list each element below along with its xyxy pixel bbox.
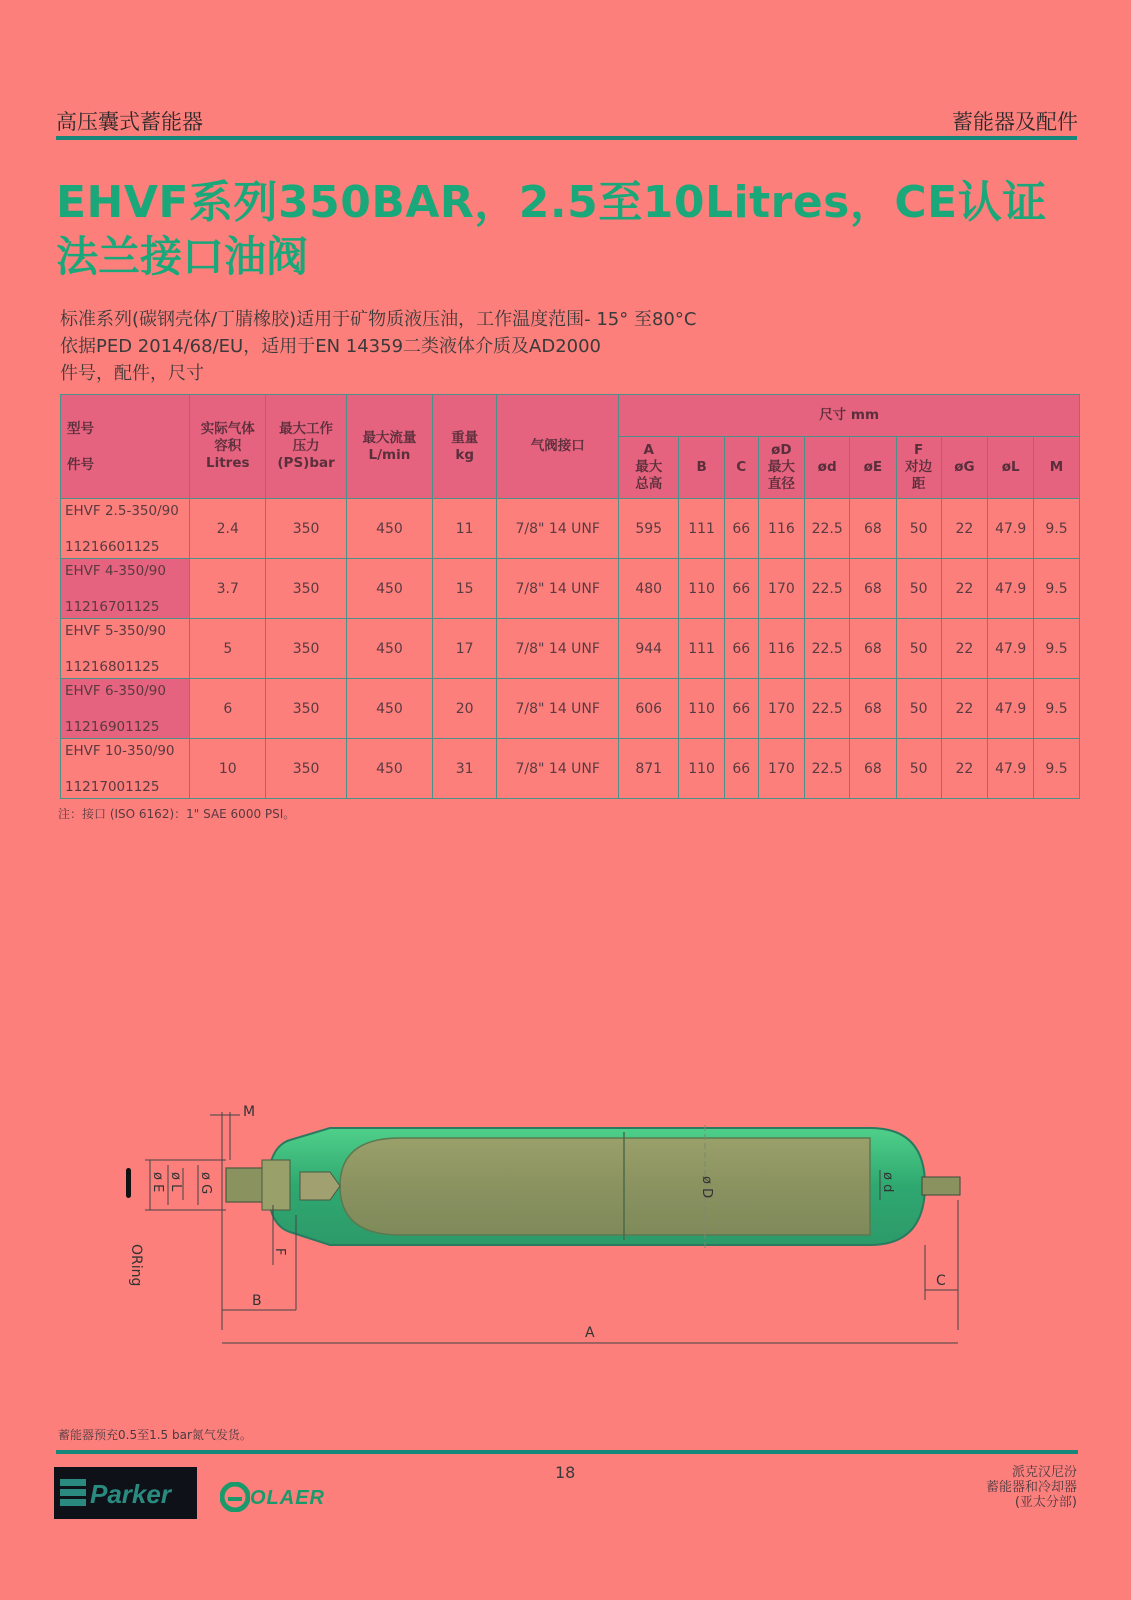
header-text: 直径 bbox=[767, 476, 795, 492]
header-dim-d-max bbox=[758, 437, 805, 499]
parker-logo-text: Parker bbox=[90, 1479, 171, 1509]
part-number: 11216701125 bbox=[65, 599, 160, 615]
logo-stripe bbox=[60, 1479, 86, 1486]
dimension-cell: 50 bbox=[896, 499, 941, 559]
header-volume bbox=[190, 395, 266, 499]
header-dim-c: C bbox=[724, 437, 758, 499]
header-text: 对边 bbox=[905, 459, 933, 475]
valve-cell: 7/8" 14 UNF bbox=[497, 619, 619, 679]
dimension-cell: 47.9 bbox=[988, 499, 1034, 559]
header-dim-a bbox=[619, 437, 679, 499]
dimension-cell: 68 bbox=[850, 499, 897, 559]
model-cell bbox=[61, 679, 190, 739]
header-pressure bbox=[266, 395, 346, 499]
dimension-cell: 116 bbox=[758, 619, 805, 679]
flow-cell: 450 bbox=[346, 499, 432, 559]
dimension-cell: 170 bbox=[758, 679, 805, 739]
footer-divider bbox=[56, 1450, 1078, 1454]
header-dim-l: øL bbox=[988, 437, 1034, 499]
dimension-cell: 66 bbox=[724, 619, 758, 679]
intro-line: 依据PED 2014/68/EU，适用于EN 14359二类液体介质及AD2000 bbox=[60, 336, 602, 357]
header-text: 距 bbox=[911, 476, 926, 492]
dimension-cell: 47.9 bbox=[988, 559, 1034, 619]
dimension-cell: 22.5 bbox=[805, 559, 850, 619]
valve-cell: 7/8" 14 UNF bbox=[497, 499, 619, 559]
table-row bbox=[61, 499, 1080, 559]
dimension-cell: 22.5 bbox=[805, 499, 850, 559]
dimension-cell: 606 bbox=[619, 679, 679, 739]
pressure-cell: 350 bbox=[266, 559, 346, 619]
dimension-cell: 22 bbox=[941, 499, 988, 559]
dimension-cell: 480 bbox=[619, 559, 679, 619]
flow-cell: 450 bbox=[346, 739, 432, 799]
model-cell bbox=[61, 499, 190, 559]
oring-symbol bbox=[126, 1168, 131, 1198]
header-text: A bbox=[643, 442, 654, 458]
dim-label-d: ø D bbox=[699, 1176, 714, 1199]
header-text: Litres bbox=[206, 455, 250, 471]
table-row bbox=[61, 559, 1080, 619]
table-row bbox=[61, 739, 1080, 799]
dim-label-c: C bbox=[936, 1273, 946, 1289]
dim-label-l: ø L bbox=[168, 1172, 183, 1192]
dimension-cell: 22.5 bbox=[805, 619, 850, 679]
intro-line: 标准系列(碳钢壳体/丁腈橡胶)适用于矿物质液压油，工作温度范围- 15° 至80°C bbox=[60, 309, 697, 330]
header-text: 总高 bbox=[635, 476, 663, 492]
weight-cell: 17 bbox=[433, 619, 497, 679]
dimension-cell: 9.5 bbox=[1034, 559, 1080, 619]
dimension-cell: 170 bbox=[758, 559, 805, 619]
pressure-cell: 350 bbox=[266, 739, 346, 799]
valve-cell: 7/8" 14 UNF bbox=[497, 559, 619, 619]
dimension-cell: 22 bbox=[941, 559, 988, 619]
header-text: 最大 bbox=[635, 459, 663, 475]
dimension-cell: 47.9 bbox=[988, 619, 1034, 679]
dim-label-m: M bbox=[243, 1104, 256, 1120]
dimension-cell: 22 bbox=[941, 619, 988, 679]
dimension-cell: 110 bbox=[679, 559, 725, 619]
oil-port-flange bbox=[262, 1160, 290, 1210]
model-name: EHVF 5-350/90 bbox=[65, 623, 166, 639]
dimension-cell: 110 bbox=[679, 739, 725, 799]
dim-label-e: ø E bbox=[150, 1172, 165, 1193]
dimension-cell: 595 bbox=[619, 499, 679, 559]
weight-cell: 11 bbox=[433, 499, 497, 559]
dimension-cell: 50 bbox=[896, 739, 941, 799]
dimension-cell: 871 bbox=[619, 739, 679, 799]
dimension-cell: 111 bbox=[679, 619, 725, 679]
header-text: 最大 bbox=[767, 459, 795, 475]
dimension-cell: 22.5 bbox=[805, 739, 850, 799]
dimension-cell: 50 bbox=[896, 559, 941, 619]
address-line: (亚太分部) bbox=[1014, 1495, 1077, 1510]
dimension-cell: 68 bbox=[850, 739, 897, 799]
gas-valve bbox=[922, 1177, 960, 1195]
dimension-cell: 50 bbox=[896, 619, 941, 679]
flow-cell: 450 bbox=[346, 559, 432, 619]
table-note: 注：接口 (ISO 6162)：1" SAE 6000 PSI。 bbox=[58, 807, 296, 821]
dimension-cell: 9.5 bbox=[1034, 679, 1080, 739]
header-dim-g: øG bbox=[941, 437, 988, 499]
pressure-cell: 350 bbox=[266, 499, 346, 559]
header-divider bbox=[56, 136, 1077, 140]
dim-label-small-d: ø d bbox=[880, 1172, 895, 1193]
dimension-cell: 68 bbox=[850, 679, 897, 739]
logo-stripe bbox=[60, 1489, 86, 1496]
header-text: kg bbox=[455, 446, 475, 463]
category-title: 蓄能器及配件 bbox=[952, 110, 1078, 134]
pressure-cell: 350 bbox=[266, 679, 346, 739]
dimension-cell: 9.5 bbox=[1034, 739, 1080, 799]
header-dimensions: 尺寸 mm bbox=[619, 395, 1080, 437]
flow-cell: 450 bbox=[346, 619, 432, 679]
dimension-cell: 111 bbox=[679, 499, 725, 559]
model-name: EHVF 4-350/90 bbox=[65, 563, 166, 579]
header-text: øD bbox=[771, 442, 792, 458]
volume-cell: 5 bbox=[190, 619, 266, 679]
model-name: EHVF 10-350/90 bbox=[65, 743, 175, 759]
dimension-cell: 66 bbox=[724, 499, 758, 559]
dimension-cell: 66 bbox=[724, 739, 758, 799]
olaer-logo bbox=[220, 1482, 325, 1516]
page-title: EHVF系列350BAR，2.5至10Litres，CE认证 bbox=[56, 177, 1047, 228]
header-dim-f bbox=[896, 437, 941, 499]
header-text: (PS)bar bbox=[277, 455, 335, 471]
parker-logo bbox=[54, 1467, 197, 1519]
header-weight bbox=[433, 395, 497, 499]
valve-cell: 7/8" 14 UNF bbox=[497, 679, 619, 739]
flow-cell: 450 bbox=[346, 679, 432, 739]
intro-line: 件号，配件，尺寸 bbox=[60, 363, 204, 384]
oring-label: ORing bbox=[128, 1244, 144, 1287]
header-text: 容积 bbox=[214, 438, 242, 454]
header-text: 重量 bbox=[451, 429, 479, 446]
header-model-label: 型号 bbox=[67, 420, 94, 437]
part-number: 11217001125 bbox=[65, 779, 160, 795]
dimension-cell: 66 bbox=[724, 559, 758, 619]
dimension-cell: 9.5 bbox=[1034, 499, 1080, 559]
precharge-note: 蓄能器预充0.5至1.5 bar氮气发货。 bbox=[58, 1428, 252, 1442]
bladder bbox=[340, 1138, 870, 1235]
spec-table bbox=[60, 394, 1080, 799]
accumulator-drawing bbox=[0, 1070, 1131, 1370]
dimension-cell: 170 bbox=[758, 739, 805, 799]
header-flow bbox=[346, 395, 432, 499]
volume-cell: 3.7 bbox=[190, 559, 266, 619]
dimension-cell: 116 bbox=[758, 499, 805, 559]
table-row bbox=[61, 619, 1080, 679]
dimension-cell: 66 bbox=[724, 679, 758, 739]
header-part-label: 件号 bbox=[67, 456, 94, 473]
header-dim-b: B bbox=[679, 437, 725, 499]
olaer-logo-text: OLAER bbox=[250, 1487, 325, 1509]
header-text: 压力 bbox=[292, 438, 320, 454]
header-text: L/min bbox=[368, 446, 411, 463]
address-line: 派克汉尼汾 bbox=[1011, 1465, 1077, 1480]
dimension-cell: 47.9 bbox=[988, 739, 1034, 799]
dimension-cell: 110 bbox=[679, 679, 725, 739]
header-text: F bbox=[914, 442, 924, 458]
weight-cell: 20 bbox=[433, 679, 497, 739]
logo-stripe bbox=[60, 1499, 86, 1506]
table-row bbox=[61, 679, 1080, 739]
dim-label-b: B bbox=[252, 1293, 262, 1309]
volume-cell: 10 bbox=[190, 739, 266, 799]
dim-label-g: ø G bbox=[198, 1172, 213, 1195]
model-name: EHVF 6-350/90 bbox=[65, 683, 166, 699]
header-valve: 气阀接口 bbox=[497, 395, 619, 499]
dimension-cell: 944 bbox=[619, 619, 679, 679]
pressure-cell: 350 bbox=[266, 619, 346, 679]
part-number: 11216601125 bbox=[65, 539, 160, 555]
intro-text bbox=[60, 306, 696, 387]
weight-cell: 15 bbox=[433, 559, 497, 619]
valve-cell: 7/8" 14 UNF bbox=[497, 739, 619, 799]
part-number: 11216801125 bbox=[65, 659, 160, 675]
dimension-cell: 50 bbox=[896, 679, 941, 739]
header-text: 最大流量 bbox=[362, 429, 417, 446]
model-cell bbox=[61, 619, 190, 679]
header-text: 实际气体 bbox=[200, 421, 255, 437]
weight-cell: 31 bbox=[433, 739, 497, 799]
volume-cell: 2.4 bbox=[190, 499, 266, 559]
header-dim-d: ød bbox=[805, 437, 850, 499]
dimension-cell: 22 bbox=[941, 679, 988, 739]
dimension-cell: 47.9 bbox=[988, 679, 1034, 739]
model-name: EHVF 2.5-350/90 bbox=[65, 503, 179, 519]
dimension-cell: 68 bbox=[850, 559, 897, 619]
dimension-cell: 68 bbox=[850, 619, 897, 679]
model-cell bbox=[61, 739, 190, 799]
page-number: 18 bbox=[555, 1463, 576, 1482]
header-model bbox=[61, 395, 190, 499]
company-address bbox=[986, 1465, 1077, 1510]
part-number: 11216901125 bbox=[65, 719, 160, 735]
header-dim-m: M bbox=[1034, 437, 1080, 499]
page-subtitle: 法兰接口油阀 bbox=[56, 232, 309, 281]
dimension-cell: 22.5 bbox=[805, 679, 850, 739]
olaer-emblem-icon bbox=[220, 1482, 250, 1512]
volume-cell: 6 bbox=[190, 679, 266, 739]
header-text: 最大工作 bbox=[279, 421, 334, 437]
section-title: 高压囊式蓄能器 bbox=[56, 110, 203, 134]
dim-label-f: F bbox=[272, 1248, 287, 1256]
dimension-cell: 22 bbox=[941, 739, 988, 799]
header-dim-e: øE bbox=[850, 437, 897, 499]
dim-label-a: A bbox=[585, 1325, 595, 1341]
model-cell bbox=[61, 559, 190, 619]
address-line: 蓄能器和冷却器 bbox=[985, 1480, 1077, 1495]
dimension-cell: 9.5 bbox=[1034, 619, 1080, 679]
